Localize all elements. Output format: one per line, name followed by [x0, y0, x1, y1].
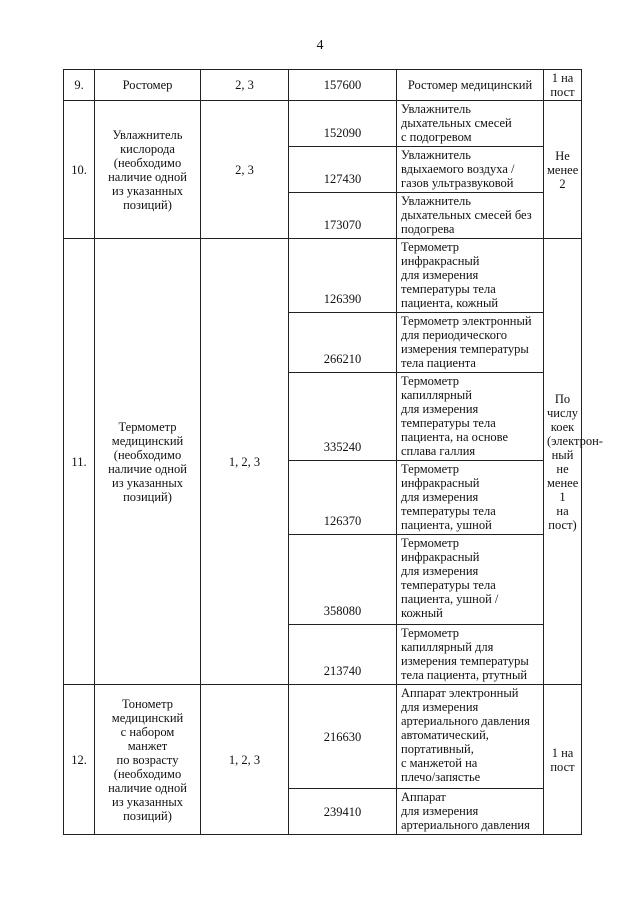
table-row-9: [64, 70, 582, 101]
row-number: 10.: [64, 101, 95, 239]
sections: 2, 3: [201, 101, 289, 239]
item-code: 266210: [289, 313, 397, 373]
table-row-12: [64, 685, 582, 789]
item-description: Аппарат электронный для измерения артериального давления автоматический, портативный, с манжетой на плечо/запястье: [397, 685, 544, 789]
item-description: Аппарат для измерения артериального давления: [397, 789, 544, 835]
item-description: Термометр инфракрасный для измерения температуры тела пациента, кожный: [397, 239, 544, 313]
item-description: Термометр капиллярный для измерения температуры тела пациента, на основе сплава галлия: [397, 373, 544, 461]
equipment-table: [63, 69, 603, 835]
sections: 2, 3: [201, 70, 289, 101]
item-description: Термометр электронный для периодического измерения температуры тела пациента: [397, 313, 544, 373]
item-description: Увлажнитель дыхательных смесей с подогревом: [397, 101, 544, 147]
item-code: 213740: [289, 625, 397, 685]
quantity: 1 на пост: [544, 685, 582, 835]
sections: 1, 2, 3: [201, 685, 289, 835]
quantity: 1 на пост: [544, 70, 582, 101]
item-description: Увлажнитель дыхательных смесей без подогрева: [397, 193, 544, 239]
item-code: 152090: [289, 101, 397, 147]
item-description: Термометр инфракрасный для измерения температуры тела пациента, ушной / кожный: [397, 535, 544, 625]
quantity: По числу коек (электрон- ный не менее 1 на пост): [544, 239, 582, 685]
table-row-11: [64, 239, 582, 313]
equipment-name: Тонометр медицинский с набором манжет по возрасту (необходимо наличие одной из указанных позиций): [95, 685, 201, 835]
item-code: 157600: [289, 70, 397, 101]
item-code: 239410: [289, 789, 397, 835]
item-code: 127430: [289, 147, 397, 193]
page-number: 4: [316, 38, 324, 53]
item-description: Термометр инфракрасный для измерения температуры тела пациента, ушной: [397, 461, 544, 535]
item-code: 126370: [289, 461, 397, 535]
equipment-name: Увлажнитель кислорода (необходимо наличие одной из указанных позиций): [95, 101, 201, 239]
item-code: 126390: [289, 239, 397, 313]
row-number: 11.: [64, 239, 95, 685]
equipment-name: Ростомер: [95, 70, 201, 101]
quantity: Не менее 2: [544, 101, 582, 239]
item-code: 173070: [289, 193, 397, 239]
item-description: Увлажнитель вдыхаемого воздуха / газов ультразвуковой: [397, 147, 544, 193]
row-number: 9.: [64, 70, 95, 101]
row-number: 12.: [64, 685, 95, 835]
item-code: 216630: [289, 685, 397, 789]
sections: 1, 2, 3: [201, 239, 289, 685]
item-description: Термометр капиллярный для измерения температуры тела пациента, ртутный: [397, 625, 544, 685]
table-row-10: [64, 101, 582, 147]
item-description: Ростомер медицинский: [397, 70, 544, 101]
equipment-name: Термометр медицинский (необходимо наличие одной из указанных позиций): [95, 239, 201, 685]
item-code: 358080: [289, 535, 397, 625]
item-code: 335240: [289, 373, 397, 461]
